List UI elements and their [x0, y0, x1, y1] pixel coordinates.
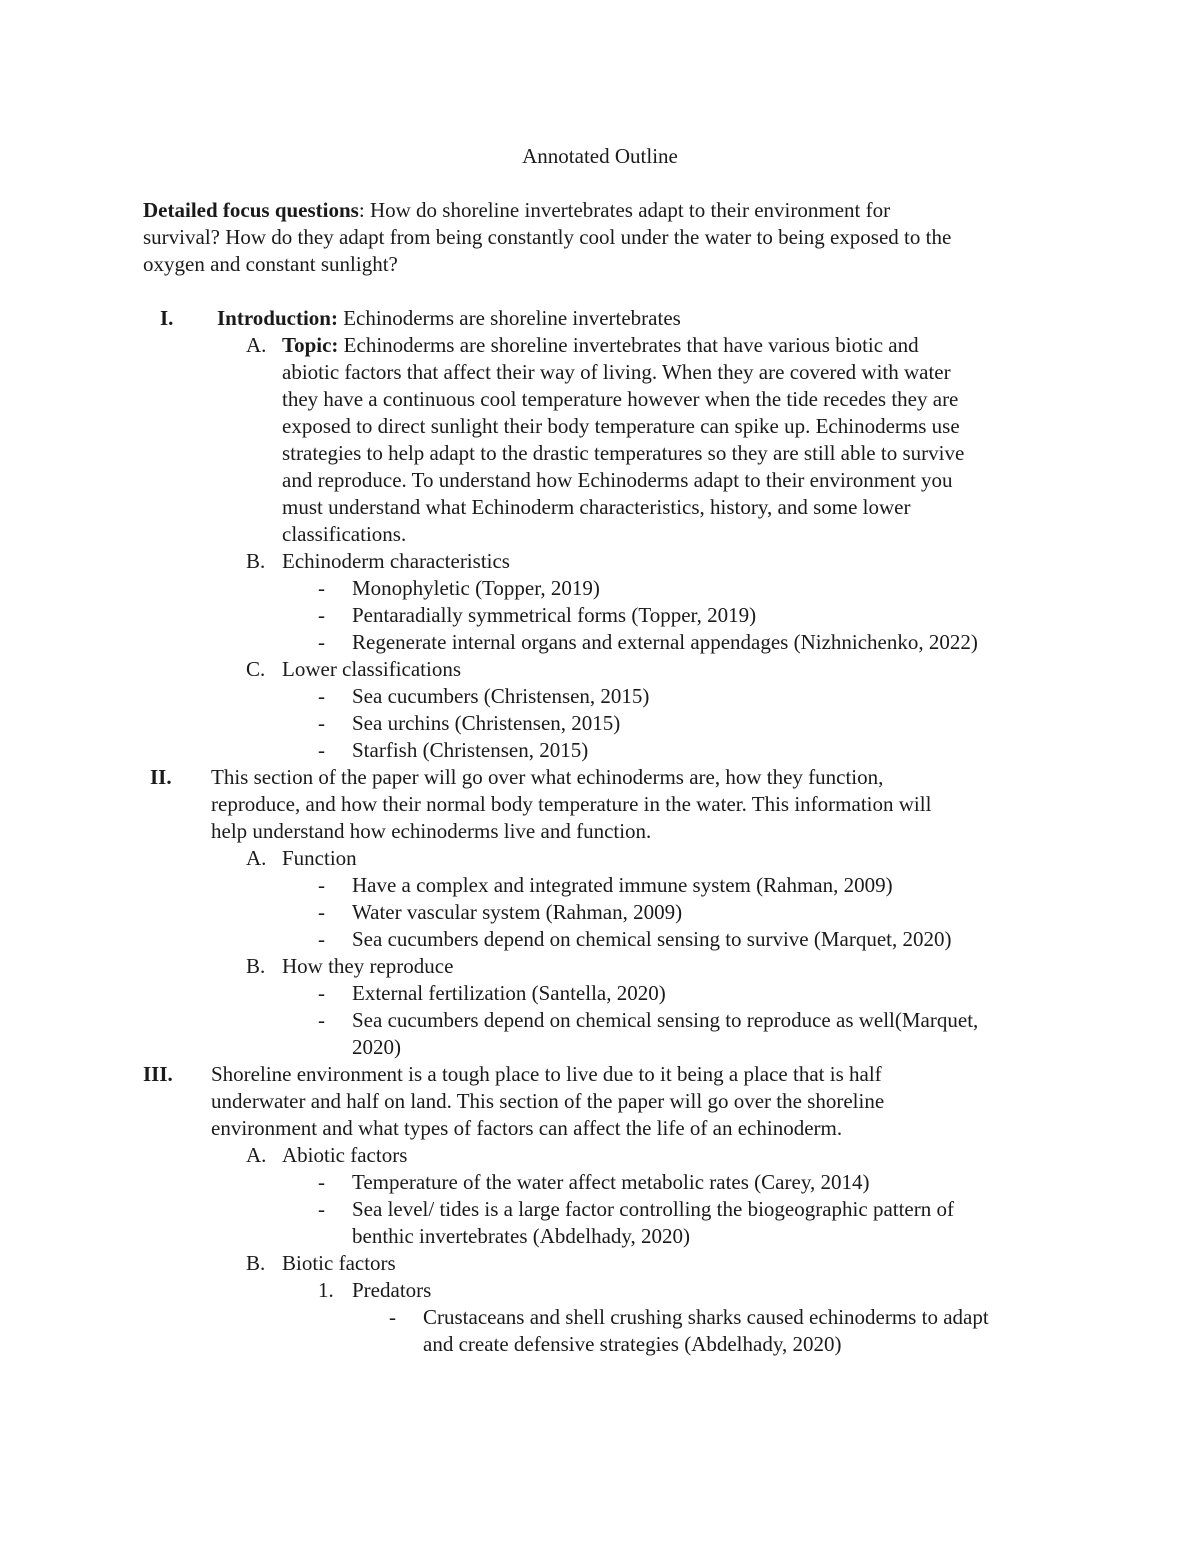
- section-1-numeral: I.: [160, 306, 174, 330]
- bullet-dash: -: [318, 684, 325, 708]
- bullet-dash: -: [318, 900, 325, 924]
- list-item: Water vascular system (Rahman, 2009): [352, 900, 683, 924]
- bullet-dash: -: [318, 873, 325, 897]
- section-1-a-line-5: strategies to help adapt to the drastic temperatures so they are still able to survive: [282, 441, 965, 465]
- section-1-a-letter: A.: [246, 333, 267, 357]
- bullet-dash: -: [318, 981, 325, 1005]
- list-item: External fertilization (Santella, 2020): [352, 981, 666, 1005]
- section-1-b-heading: Echinoderm characteristics: [282, 549, 510, 573]
- section-2-b-letter: B.: [246, 954, 266, 978]
- bullet-dash: -: [318, 630, 325, 654]
- section-2-line-3: help understand how echinoderms live and function.: [211, 819, 652, 843]
- list-item: Crustaceans and shell crushing sharks caused echinoderms to adapt: [423, 1305, 989, 1329]
- focus-line-1: [143, 197, 890, 224]
- list-item: Sea urchins (Christensen, 2015): [352, 711, 621, 735]
- section-2-numeral: II.: [150, 765, 172, 789]
- section-1-heading-text: Echinoderms are shoreline invertebrates: [337, 306, 681, 330]
- bullet-dash: -: [318, 603, 325, 627]
- section-3-line-3: environment and what types of factors can affect the life of an echinoderm.: [211, 1116, 843, 1140]
- list-item: Starfish (Christensen, 2015): [352, 738, 589, 762]
- list-item: Temperature of the water affect metabolic rates (Carey, 2014): [352, 1170, 870, 1194]
- bullet-dash: -: [318, 927, 325, 951]
- topic-text-1: Echinoderms are shoreline invertebrates that have various biotic and: [338, 333, 919, 357]
- topic-label: Topic:: [282, 333, 339, 357]
- bullet-dash: -: [318, 1008, 325, 1032]
- section-1-c-letter: C.: [246, 657, 266, 681]
- section-1-a-line-4: exposed to direct sunlight their body temperature can spike up. Echinoderms use: [282, 414, 960, 438]
- list-item: Pentaradially symmetrical forms (Topper, 2019): [352, 603, 757, 627]
- focus-line-2: survival? How do they adapt from being constantly cool under the water to being exposed to the: [143, 225, 952, 249]
- section-2-line-1: This section of the paper will go over what echinoderms are, how they function,: [211, 765, 884, 789]
- section-3-a-heading: Abiotic factors: [282, 1143, 408, 1167]
- list-item: Sea cucumbers depend on chemical sensing to survive (Marquet, 2020): [352, 927, 952, 951]
- section-3-numeral: III.: [143, 1062, 173, 1086]
- bullet-dash: -: [318, 711, 325, 735]
- list-item: Monophyletic (Topper, 2019): [352, 576, 600, 600]
- predators-heading: Predators: [352, 1278, 432, 1302]
- focus-text-1: : How do shoreline invertebrates adapt to their environment for: [358, 198, 891, 222]
- page-title: Annotated Outline: [522, 144, 678, 168]
- focus-label: Detailed focus questions: [143, 198, 359, 222]
- section-1-a-line-7: must understand what Echinoderm characteristics, history, and some lower: [282, 495, 911, 519]
- section-1-a-line-1: [282, 332, 919, 359]
- section-2-a-letter: A.: [246, 846, 267, 870]
- section-3-b-letter: B.: [246, 1251, 266, 1275]
- list-item: Sea level/ tides is a large factor controlling the biogeographic pattern of: [352, 1197, 954, 1221]
- section-1-heading-label: Introduction:: [217, 306, 338, 330]
- section-1-a-line-6: and reproduce. To understand how Echinoderms adapt to their environment you: [282, 468, 953, 492]
- section-1-a-line-2: abiotic factors that affect their way of living. When they are covered with water: [282, 360, 951, 384]
- section-2-b-heading: How they reproduce: [282, 954, 454, 978]
- list-item-continued: 2020): [352, 1035, 401, 1059]
- section-3-a-letter: A.: [246, 1143, 267, 1167]
- list-item: Sea cucumbers depend on chemical sensing to reproduce as well(Marquet,: [352, 1008, 979, 1032]
- section-2-a-heading: Function: [282, 846, 357, 870]
- focus-line-3: oxygen and constant sunlight?: [143, 252, 398, 276]
- list-item: Have a complex and integrated immune system (Rahman, 2009): [352, 873, 893, 897]
- bullet-dash: -: [389, 1305, 396, 1329]
- list-item: Regenerate internal organs and external appendages (Nizhnichenko, 2022): [352, 630, 978, 654]
- section-1-c-heading: Lower classifications: [282, 657, 462, 681]
- bullet-dash: -: [318, 576, 325, 600]
- section-1-heading: [217, 305, 681, 332]
- section-2-line-2: reproduce, and how their normal body temperature in the water. This information will: [211, 792, 932, 816]
- list-item-continued: benthic invertebrates (Abdelhady, 2020): [352, 1224, 691, 1248]
- section-3-line-1: Shoreline environment is a tough place to live due to it being a place that is half: [211, 1062, 882, 1086]
- section-1-a-line-3: they have a continuous cool temperature however when the tide recedes they are: [282, 387, 959, 411]
- section-1-a-line-8: classifications.: [282, 522, 407, 546]
- bullet-dash: -: [318, 1197, 325, 1221]
- bullet-dash: -: [318, 738, 325, 762]
- section-3-line-2: underwater and half on land. This section of the paper will go over the shoreline: [211, 1089, 885, 1113]
- list-item-continued: and create defensive strategies (Abdelhady, 2020): [423, 1332, 842, 1356]
- section-3-b-heading: Biotic factors: [282, 1251, 396, 1275]
- predators-number: 1.: [318, 1278, 334, 1302]
- section-1-b-letter: B.: [246, 549, 266, 573]
- list-item: Sea cucumbers (Christensen, 2015): [352, 684, 650, 708]
- bullet-dash: -: [318, 1170, 325, 1194]
